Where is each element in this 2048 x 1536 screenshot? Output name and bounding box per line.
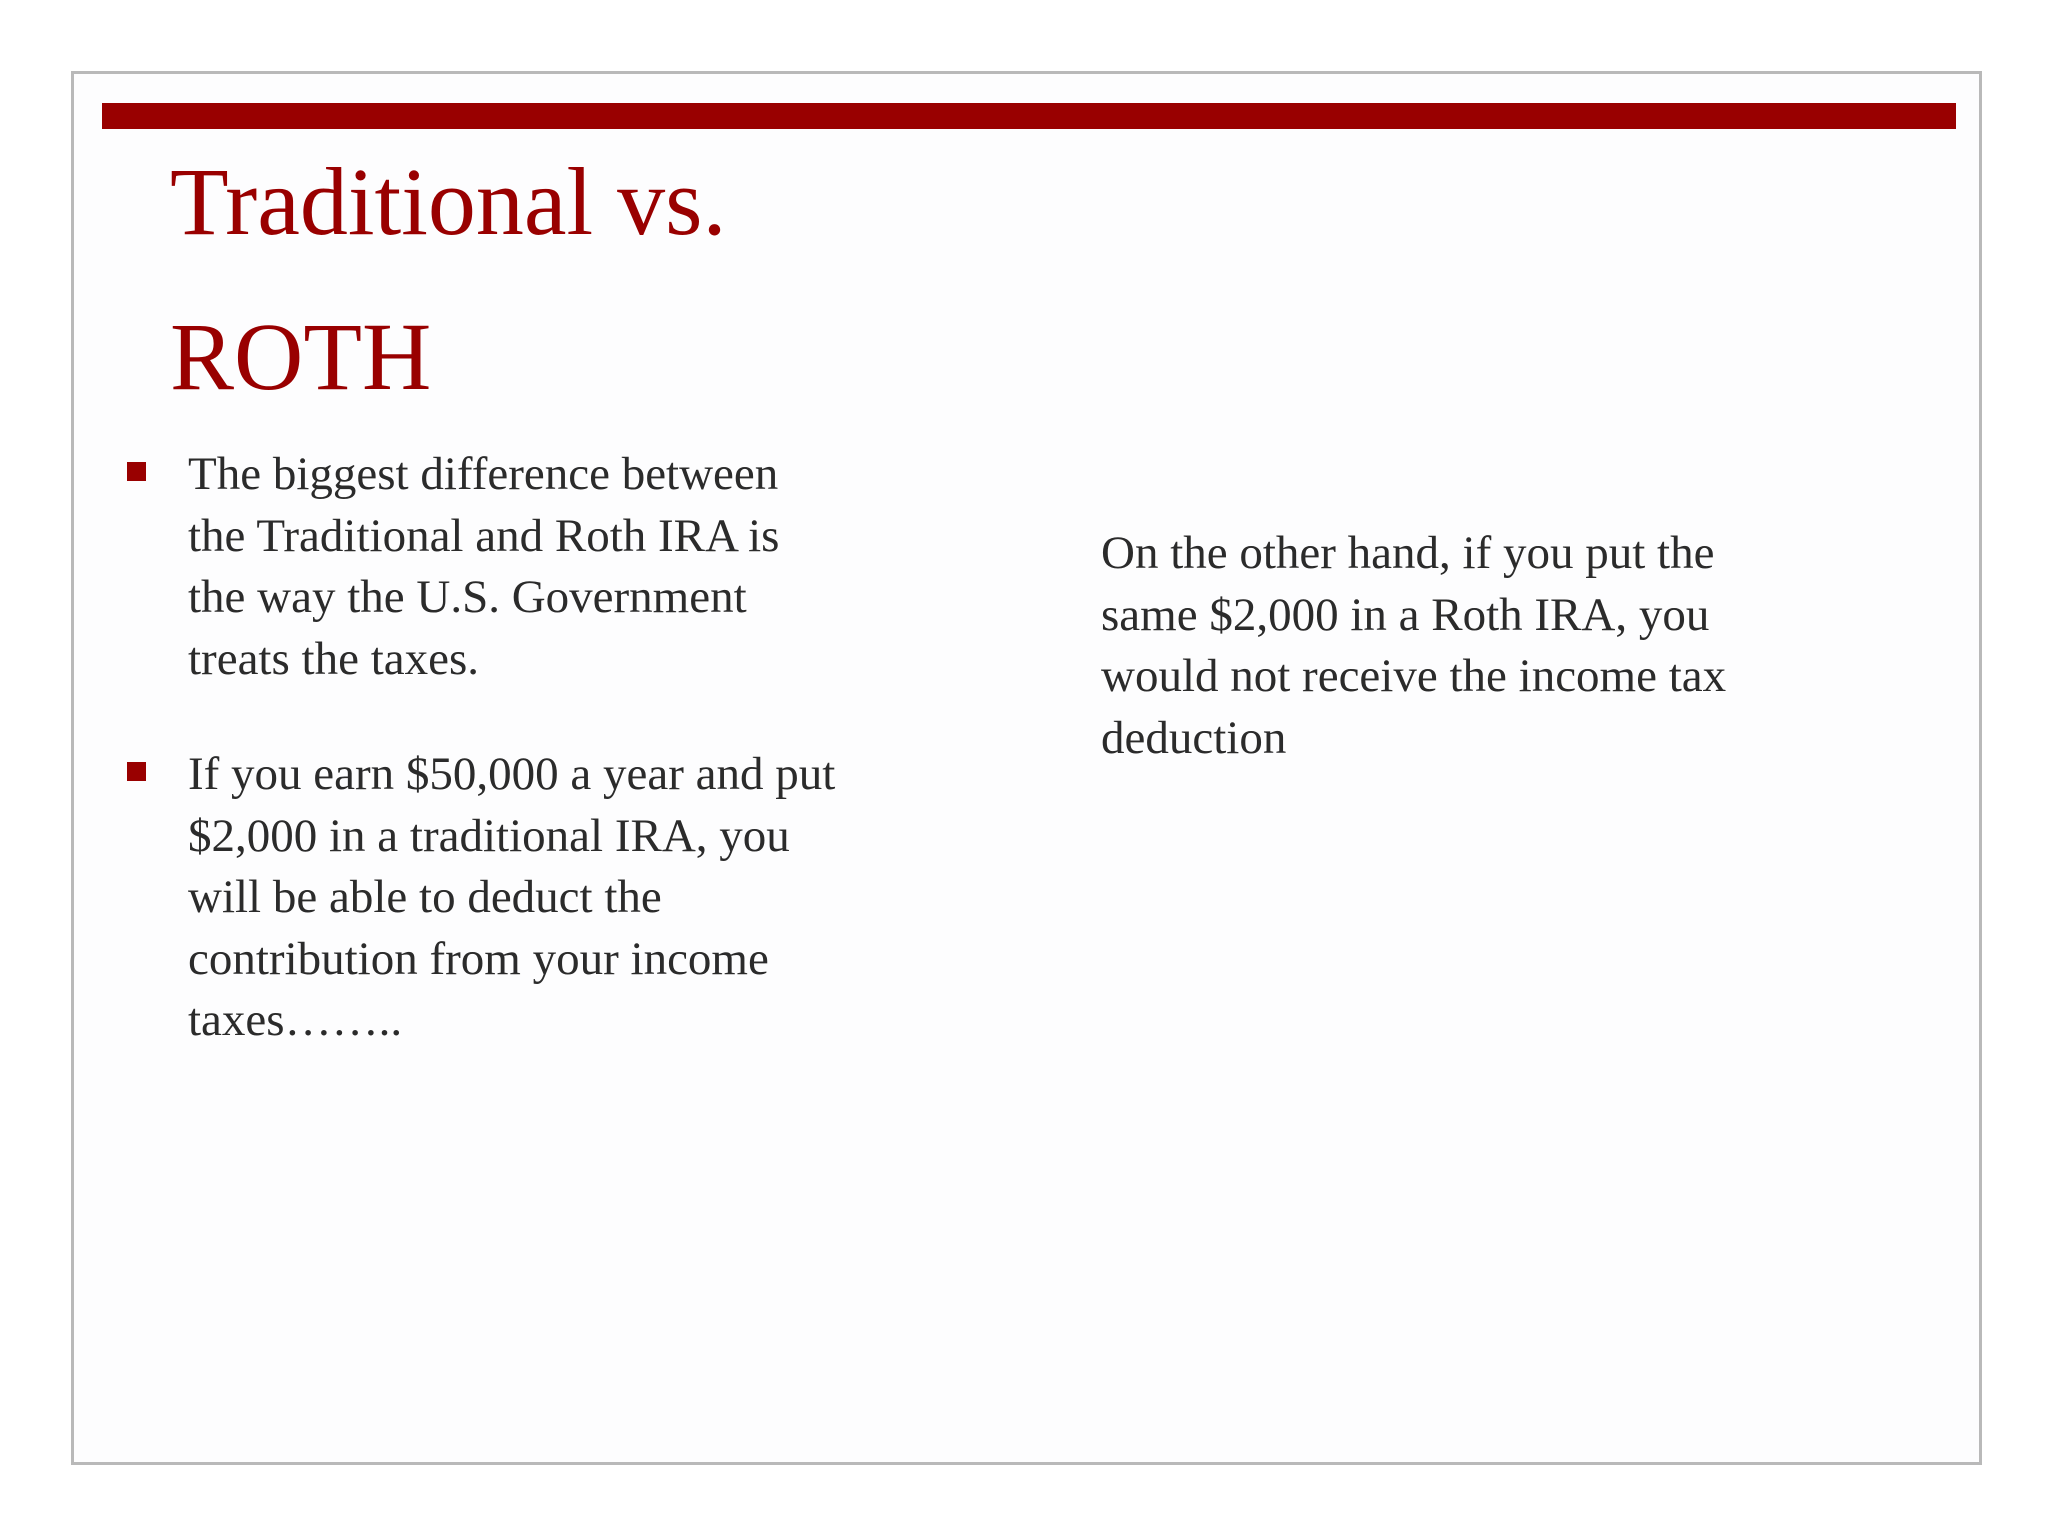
bullet-text: If you earn $50,000 a year and put $2,000 in a traditional IRA, you will be able to deduct the contribution from your income taxes…….. [188, 748, 836, 1046]
square-bullet-icon [127, 462, 146, 481]
right-text-block [1101, 523, 1921, 769]
slide-title-line-2: ROTH [170, 303, 432, 410]
left-bullet-list [125, 444, 925, 1106]
slide-title-line-1: Traditional vs. [170, 148, 727, 255]
right-paragraph: On the other hand, if you put the same $2,000 in a Roth IRA, you would not receive the income tax deduction [1101, 527, 1727, 764]
bullet-item [125, 444, 925, 690]
slide-title [170, 124, 1070, 434]
bullet-item [125, 744, 925, 1052]
square-bullet-icon [127, 762, 146, 781]
bullet-text: The biggest difference between the Traditional and Roth IRA is the way the U.S. Government treats the taxes. [188, 448, 780, 685]
